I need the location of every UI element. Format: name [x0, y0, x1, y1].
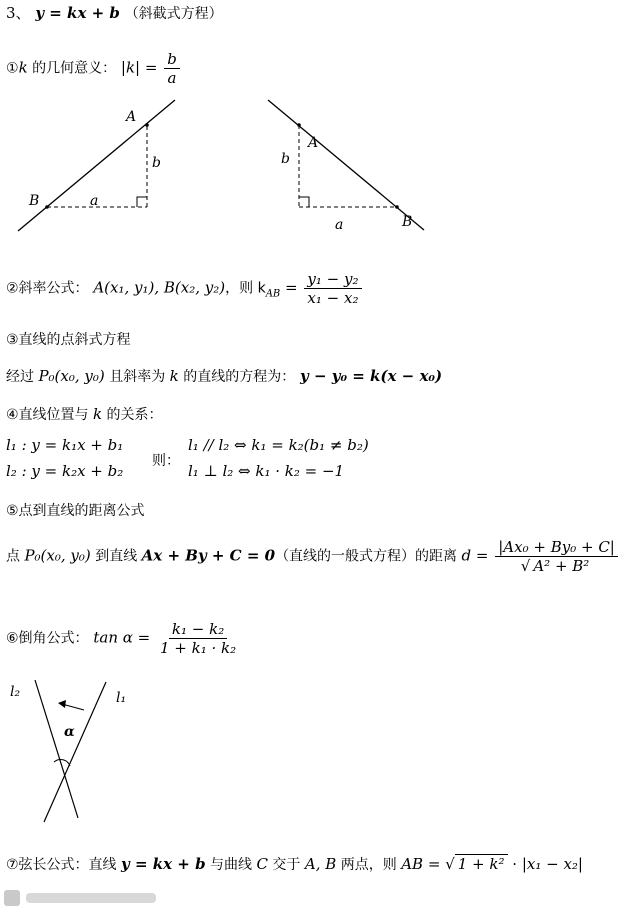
item-2-label: ②斜率公式： [6, 280, 89, 297]
item-2-subscript: AB [265, 288, 281, 300]
item-3-mid: 且斜率为 [104, 369, 170, 385]
fraction-numerator: b [164, 50, 180, 69]
item-2-fraction [304, 270, 361, 307]
line-l2 [35, 680, 78, 818]
item-2-then: ，则 k [225, 280, 266, 297]
item-2-slope-formula [6, 270, 364, 307]
item-7-head: ⑦弦长公式：直线 [6, 857, 122, 873]
fraction-denominator: 1 + k₁ · k₂ [160, 639, 237, 657]
item-5-statement [6, 538, 620, 575]
item-5-point: P₀(x₀, y₀) [24, 546, 91, 565]
line-l1 [44, 682, 106, 822]
item-3-pre: 经过 [6, 369, 39, 385]
fraction-denominator: A² + B² [530, 556, 592, 575]
item-3-point: P₀(x₀, y₀) [38, 367, 105, 385]
item-3-k: k [169, 367, 179, 385]
item-2-points: A(x₁, y₁), B(x₂, y₂) [93, 278, 226, 297]
then-label: 则： [152, 453, 180, 469]
label-a: a [335, 217, 344, 233]
fraction-numerator: y₁ − y₂ [304, 270, 361, 289]
slope-figure-negative [0, 95, 635, 245]
item-7-abs: |x₁ − x₂| [521, 855, 583, 873]
item-1-text: 的几何意义： [27, 60, 117, 77]
item-7-mid2: 交于 [267, 857, 305, 873]
item-7-post: 两点，则 [336, 857, 402, 873]
line-1-equation: l₁ : y = k₁x + b₁ [6, 436, 124, 454]
item-7-dot: · [507, 855, 522, 873]
fraction-denominator: x₁ − x₂ [307, 289, 359, 307]
item-3-title: ③直线的点斜式方程 [6, 332, 131, 348]
fraction-numerator: |Ax₀ + By₀ + C| [495, 538, 618, 557]
distance-d: d = [461, 546, 489, 565]
item-7-curve: C [256, 855, 268, 873]
point-A [297, 123, 301, 127]
parallel-condition: l₁ // l₂ ⇔ k₁ = k₂(b₁ ≠ b₂) [188, 436, 369, 454]
item-7-chord-formula: ⑦弦长公式：直线 y = kx + b 与曲线 C 交于 A, B 两点，则 AB = √ 1 + k² · |x₁ − x₂| [6, 855, 583, 873]
point-B [395, 205, 399, 209]
arrow-head-icon [58, 700, 66, 708]
item-3-post: 的直线的方程为： [178, 369, 296, 385]
item-1-marker: ① [6, 60, 19, 77]
item-1-k: k [18, 58, 28, 77]
label-alpha: α [64, 724, 75, 740]
general-line-equation: Ax + By + C = 0 [141, 546, 276, 565]
angle-figure [0, 670, 200, 850]
item-5-note: （直线的一般式方程）的距离 [275, 548, 462, 565]
right-angle-marker [299, 197, 309, 207]
watermark-strip [0, 884, 635, 912]
item-6-fraction [157, 620, 239, 657]
section-title [6, 2, 223, 25]
section-label: （斜截式方程） [124, 6, 223, 22]
slope-intercept-equation: y = kx + b [35, 4, 120, 22]
fraction-denominator: a [167, 69, 177, 87]
item-5-pre: 点 [6, 548, 25, 565]
item-4-title [6, 403, 163, 426]
item-7-ab: AB = [401, 855, 441, 873]
line-negative-slope [268, 100, 424, 230]
item-1-fraction [164, 50, 180, 87]
label-b: b [152, 155, 161, 171]
point-slope-equation: y − y₀ = k(x − x₀) [300, 367, 443, 385]
item-6-label: ⑥倒角公式： [6, 630, 89, 647]
tan-alpha: tan α = [93, 628, 151, 647]
item-4-post: 的关系： [102, 407, 163, 423]
watermark-icon [4, 890, 20, 906]
item-2-equals: = [280, 278, 298, 297]
label-A: A [308, 135, 319, 151]
label-b: b [281, 151, 290, 167]
fraction-numerator: k₁ − k₂ [169, 620, 227, 639]
item-7-mid: 与曲线 [205, 857, 257, 873]
label-B: B [29, 193, 40, 209]
distance-fraction: $\frac{\text{|Ax₀ + By₀ + C|}}{\text{√ A² + B²}}$ [495, 538, 618, 575]
item-1-abs-k: |k| = [120, 58, 158, 77]
section-number: 3、 [6, 4, 31, 22]
label-A: A [126, 109, 137, 125]
item-3-statement [6, 365, 442, 388]
perpendicular-condition: l₁ ⊥ l₂ ⇔ k₁ · k₂ = −1 [188, 462, 345, 480]
item-4-k: k [93, 405, 103, 423]
line-2-equation: l₂ : y = k₂x + b₂ [6, 462, 124, 480]
item-5-title: ⑤点到直线的距离公式 [6, 503, 145, 519]
label-a: a [90, 193, 99, 209]
item-1-geometric-meaning [6, 50, 182, 87]
label-l1: l₁ [116, 690, 127, 706]
watermark-text-blur [26, 893, 156, 903]
item-7-radicand: 1 + k² [455, 854, 508, 873]
item-4-head: ④直线位置与 [6, 407, 94, 423]
item-7-line: y = kx + b [121, 855, 206, 873]
label-B: B [402, 214, 413, 230]
item-5-mid: 到直线 [90, 548, 142, 565]
item-6-angle-formula [6, 620, 241, 657]
label-l2: l₂ [10, 684, 21, 700]
item-7-points: A, B [304, 855, 337, 873]
